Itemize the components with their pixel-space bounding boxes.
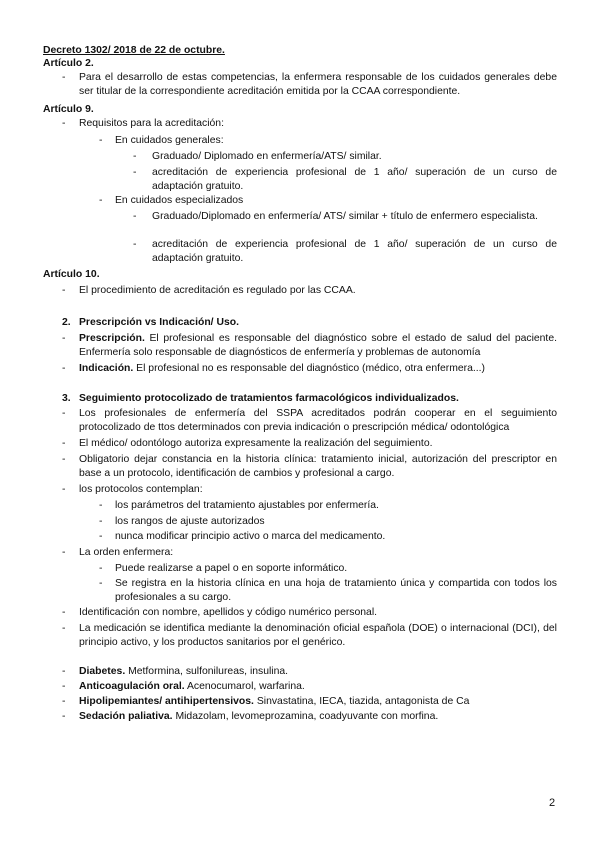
articulo-10-text: El procedimiento de acreditación es regulado por las CCAA.	[79, 285, 356, 296]
section-2-title: Prescripción vs Indicación/ Uso.	[79, 317, 239, 328]
especializados-item-1: Graduado/Diplomado en enfermería/ ATS/ similar + título de enfermero especialista.	[152, 211, 538, 222]
bullet-dash: -	[99, 516, 103, 527]
bullet-dash: -	[62, 623, 66, 634]
bullet-dash: -	[133, 151, 137, 162]
seguimiento-item-3: Obligatorio dejar constancia en la historia clínica: tratamiento inicial, autorización del prescriptor en base a un protocolo, identificación de cambios y profesional a cargo.	[79, 454, 557, 479]
medicacion-item: La medicación se identifica mediante la denominación oficial española (DOE) o internacional (DCI), del principio activo, y los productos sanitarios por el genérico.	[79, 623, 557, 648]
bullet-dash: -	[62, 438, 66, 449]
protocolos-item-2: los rangos de ajuste autorizados	[115, 516, 265, 527]
bullet-dash: -	[133, 167, 137, 178]
articulo-9-heading: Artículo 9.	[43, 104, 94, 115]
orden-item-2: Se registra en la historia clínica en una hoja de tratamiento única y compartida con todos los profesionales a su cargo.	[115, 578, 557, 603]
bullet-dash: -	[62, 484, 66, 495]
bullet-dash: -	[62, 363, 66, 374]
section-2-number: 2.	[62, 317, 71, 328]
protocolos-label: los protocolos contemplan:	[79, 484, 203, 495]
drug-text: Midazolam, levomeprozamina, coadyuvante con morfina.	[172, 711, 439, 722]
drug-item-hipolipemiantes	[79, 695, 557, 709]
bullet-dash: -	[62, 454, 66, 465]
articulo-10-heading: Artículo 10.	[43, 269, 100, 280]
bullet-dash: -	[62, 547, 66, 558]
protocolos-item-1: los parámetros del tratamiento ajustables por enfermería.	[115, 500, 379, 511]
bullet-dash: -	[99, 195, 103, 206]
cuidados-especializados-label: En cuidados especializados	[115, 195, 244, 206]
prescripcion-term: Prescripción.	[79, 333, 145, 344]
drug-item-anticoagulacion	[79, 680, 557, 694]
bullet-dash: -	[62, 607, 66, 618]
seguimiento-item-2: El médico/ odontólogo autoriza expresamente la realización del seguimiento.	[79, 438, 433, 449]
page-number: 2	[549, 797, 556, 809]
drug-term: Hipolipemiantes/ antihipertensivos.	[79, 696, 254, 707]
seguimiento-item-1: Los profesionales de enfermería del SSPA acreditados podrán cooperar en el seguimiento protocolizado de ttos determinados con previa indicación o prescripción médica/ odontológica	[79, 408, 557, 433]
bullet-dash: -	[133, 211, 137, 222]
bullet-dash: -	[62, 285, 66, 296]
section-3-title: Seguimiento protocolizado de tratamientos farmacológicos individualizados.	[79, 393, 459, 404]
especializados-item-2: acreditación de experiencia profesional de 1 año/ superación de un curso de adaptación gratuito.	[152, 239, 557, 264]
drug-item-sedacion	[79, 710, 557, 724]
requisitos-text: Requisitos para la acreditación:	[79, 118, 224, 129]
prescripcion-text: El profesional es responsable del diagnóstico sobre el estado de salud del paciente. Enfermería solo responsable de diagnósticos de enfermería y problemas de autonomía	[79, 333, 557, 358]
bullet-dash: -	[133, 239, 137, 250]
bullet-dash: -	[62, 696, 66, 707]
section-3-number: 3.	[62, 393, 71, 404]
decreto-title: Decreto 1302/ 2018 de 22 de octubre.	[43, 45, 225, 56]
drug-term: Diabetes.	[79, 666, 126, 677]
bullet-dash: -	[99, 500, 103, 511]
bullet-dash: -	[62, 681, 66, 692]
drug-item-diabetes	[79, 665, 557, 679]
generales-item-1: Graduado/ Diplomado en enfermería/ATS/ similar.	[152, 151, 382, 162]
indicacion-text: El profesional no es responsable del diagnóstico (médico, otra enfermera...)	[133, 363, 486, 374]
articulo-2-text: Para el desarrollo de estas competencias, la enfermera responsable de los cuidados generales debe ser titular de la correspondiente acreditación emitida por la CCAA correspondiente.	[79, 72, 557, 97]
drug-text: Acenocumarol, warfarina.	[184, 681, 305, 692]
bullet-dash: -	[62, 666, 66, 677]
orden-item-1: Puede realizarse a papel o en soporte informático.	[115, 563, 348, 574]
bullet-dash: -	[62, 711, 66, 722]
prescripcion-item	[79, 332, 557, 359]
bullet-dash: -	[62, 408, 66, 419]
orden-label: La orden enfermera:	[79, 547, 174, 558]
bullet-dash: -	[99, 578, 103, 589]
drug-text: Sinvastatina, IECA, tiazida, antagonista de Ca	[253, 696, 470, 707]
bullet-dash: -	[62, 118, 66, 129]
drug-term: Anticoagulación oral.	[79, 681, 185, 692]
protocolos-item-3: nunca modificar principio activo o marca del medicamento.	[115, 531, 386, 542]
bullet-dash: -	[62, 333, 66, 344]
bullet-dash: -	[99, 135, 103, 146]
drug-term: Sedación paliativa.	[79, 711, 173, 722]
bullet-dash: -	[62, 72, 66, 83]
indicacion-term: Indicación.	[79, 363, 134, 374]
indicacion-item	[79, 362, 557, 376]
generales-item-2: acreditación de experiencia profesional de 1 año/ superación de un curso de adaptación gratuito.	[152, 167, 557, 192]
bullet-dash: -	[99, 563, 103, 574]
bullet-dash: -	[99, 531, 103, 542]
cuidados-generales-label: En cuidados generales:	[115, 135, 224, 146]
drug-text: Metformina, sulfonilureas, insulina.	[125, 666, 289, 677]
identificacion-item: Identificación con nombre, apellidos y código numérico personal.	[79, 607, 378, 618]
articulo-2-heading: Artículo 2.	[43, 58, 94, 69]
